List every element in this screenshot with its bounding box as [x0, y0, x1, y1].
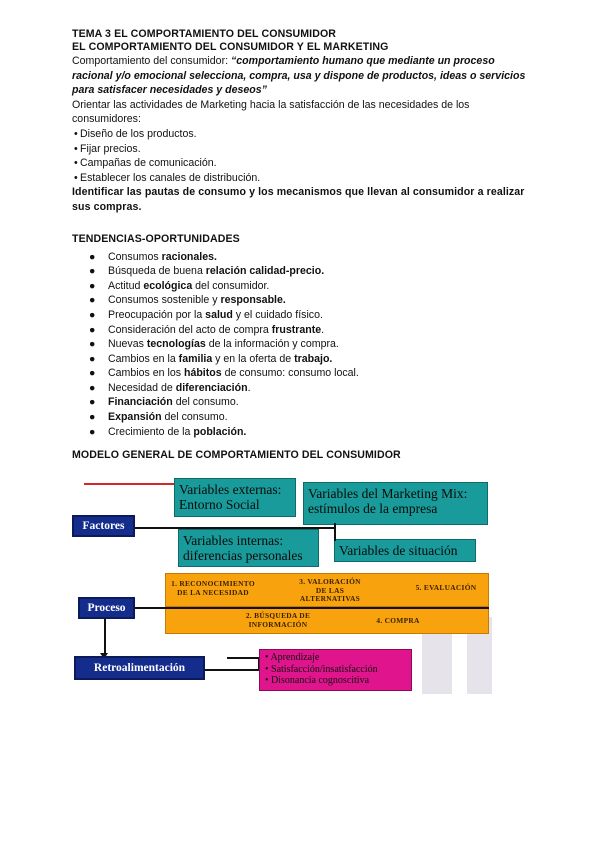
internal-variables-box: Variables internas: diferencias personales: [178, 529, 319, 567]
section-heading-marketing: EL COMPORTAMIENTO DEL CONSUMIDOR Y EL MARKETING: [72, 41, 389, 53]
external-variables-box: Variables externas: Entorno Social: [174, 478, 296, 517]
list-item: • Campañas de comunicación.: [74, 157, 217, 170]
stage-4-label: 4. COMPRA: [376, 616, 420, 625]
stage-1-label: 1. RECONOCIMIENTO DE LA NECESIDAD: [171, 579, 255, 597]
document-page: [72, 28, 532, 462]
list-item: ● Actitud ecológica del consumidor.: [89, 279, 270, 292]
definition-quote: “comportamiento humano que mediante un proceso racional y/o emocional selecciona, compra, usa y dispone de productos, ideas o servicios para satisfacer necesidades y deseos”: [72, 55, 526, 97]
orient-paragraph: Orientar las actividades de Marketing hacia la satisfacción de las necesidades de los consumidores:: [72, 98, 470, 126]
process-divider: [165, 607, 489, 609]
definition-paragraph: [72, 54, 532, 98]
retroalimentacion-box: Retroalimentación: [74, 656, 205, 680]
list-item: ● Crecimiento de la población.: [89, 425, 247, 438]
identify-paragraph: Identificar las pautas de consumo y los mecanismos que llevan al consumidor a realizar sus compras.: [72, 186, 525, 213]
stage-3-label: 3. VALORACIÓN DE LAS ALTERNATIVAS: [299, 577, 361, 604]
red-divider: [84, 483, 174, 485]
connector-line: [227, 657, 259, 659]
orient-list: [72, 127, 532, 185]
list-item: ● Necesidad de diferenciación.: [89, 381, 251, 394]
list-item: • Diseño de los productos.: [74, 127, 197, 140]
doc-title: TEMA 3 EL COMPORTAMIENTO DEL CONSUMIDOR: [72, 28, 337, 40]
list-item: ● Nuevas tecnologías de la información y compra.: [89, 338, 339, 351]
stage-5-label: 5. EVALUACIÓN: [415, 583, 477, 592]
process-stages-bottom: [165, 608, 489, 634]
definition-label: Comportamiento del consumidor:: [72, 55, 231, 67]
list-item: ● Preocupación por la salud y el cuidado físico.: [89, 308, 323, 321]
list-item: • Aprendizaje: [265, 652, 320, 663]
connector-line: [204, 669, 260, 671]
list-item: ● Consumos racionales.: [89, 250, 217, 263]
connector-line: [334, 523, 336, 541]
connector-line: [135, 607, 165, 609]
list-item: ● Expansión del consumo.: [89, 411, 228, 424]
list-item: ● Búsqueda de buena relación calidad-precio.: [89, 265, 325, 278]
proceso-box: Proceso: [78, 597, 135, 619]
list-item: • Satisfacción/insatisfacción: [265, 663, 378, 675]
list-item: ● Consideración del acto de compra frustrante.: [89, 323, 325, 336]
list-item: ● Cambios en la familia y en la oferta de trabajo.: [89, 352, 333, 365]
marketing-mix-box: Variables del Marketing Mix: estímulos de la empresa: [303, 482, 488, 525]
model-heading: MODELO GENERAL DE COMPORTAMIENTO DEL CONSUMIDOR: [72, 449, 401, 462]
list-item: • Disonancia cognoscitiva: [265, 675, 370, 686]
factores-box: Factores: [72, 515, 135, 537]
trends-list: [72, 250, 532, 440]
list-item: ● Financiación del consumo.: [89, 396, 239, 409]
trends-heading: TENDENCIAS-OPORTUNIDADES: [72, 232, 240, 245]
connector-line: [135, 527, 335, 529]
list-item: • Establecer los canales de distribución.: [74, 171, 261, 184]
list-item: ● Consumos sostenible y responsable.: [89, 294, 286, 307]
situation-variables-box: Variables de situación: [334, 539, 476, 562]
stage-2-label: 2. BÚSQUEDA DE INFORMACIÓN: [245, 611, 311, 629]
feedback-box: [259, 649, 412, 691]
connector-arrow-vertical: [104, 614, 106, 656]
list-item: ● Cambios en los hábitos de consumo: consumo local.: [89, 367, 359, 380]
consumer-behavior-diagram: [72, 467, 492, 694]
list-item: • Fijar precios.: [74, 142, 141, 155]
